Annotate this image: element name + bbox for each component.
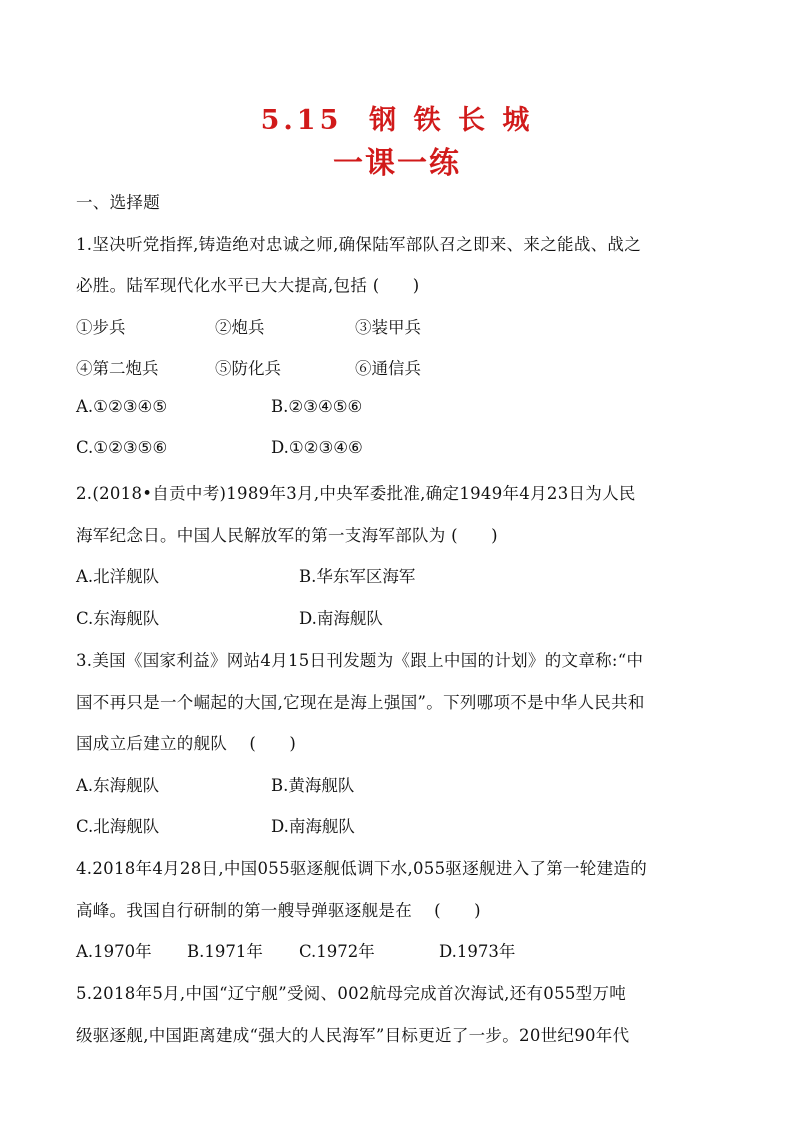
question-3-option-c: C.北海舰队: [76, 817, 160, 836]
page-title: 5.15 钢 铁 长 城: [260, 105, 534, 136]
question-1-option-c: C.①②③⑤⑥: [76, 438, 168, 457]
page-subtitle: 一课一练: [333, 146, 461, 181]
question-1-option-b: B.②③④⑤⑥: [271, 397, 363, 416]
question-4-option-c: C.1972年: [299, 942, 375, 961]
question-2-option-c: C.东海舰队: [76, 609, 160, 628]
question-4-option-a: A.1970年: [76, 942, 152, 961]
question-4-option-d: D.1973年: [439, 942, 516, 961]
question-3-line-3: 国成立后建立的舰队 ( ): [76, 734, 297, 753]
question-1-line-1: 1.坚决听党指挥,铸造绝对忠诚之师,确保陆军部队召之即来、来之能战、战之: [76, 235, 642, 254]
question-1-option-a: A.①②③④⑤: [76, 397, 168, 416]
question-1-item: ①步兵: [76, 318, 126, 337]
question-1-item: ②炮兵: [215, 318, 265, 337]
question-1-item: ⑤防化兵: [215, 359, 281, 378]
question-1-item: ④第二炮兵: [76, 359, 159, 378]
question-3-option-b: B.黄海舰队: [271, 776, 355, 795]
question-1-item: ⑥通信兵: [355, 359, 421, 378]
question-4-line-2: 高峰。我国自行研制的第一艘导弹驱逐舰是在 ( ): [76, 901, 481, 920]
question-5-line-2: 级驱逐舰,中国距离建成“强大的人民海军”目标更近了一步。20世纪90年代: [76, 1026, 630, 1045]
question-3-line-1: 3.美国《国家利益》网站4月15日刊发题为《跟上中国的计划》的文章称:“中: [76, 651, 644, 670]
question-2-option-a: A.北洋舰队: [76, 567, 160, 586]
question-2-line-1: 2.(2018•自贡中考)1989年3月,中央军委批准,确定1949年4月23日为人民: [76, 484, 636, 503]
question-3-line-2: 国不再只是一个崛起的大国,它现在是海上强国”。下列哪项不是中华人民共和: [76, 693, 645, 712]
question-2-option-d: D.南海舰队: [299, 609, 383, 628]
question-4-line-1: 4.2018年4月28日,中国055驱逐舰低调下水,055驱逐舰进入了第一轮建造的: [76, 859, 648, 878]
question-1-line-2: 必胜。陆军现代化水平已大大提高,包括 ( ): [76, 276, 420, 295]
question-1-option-d: D.①②③④⑥: [271, 438, 363, 457]
question-5-line-1: 5.2018年5月,中国“辽宁舰”受阅、002航母完成首次海试,还有055型万吨: [76, 984, 627, 1003]
question-3-option-a: A.东海舰队: [76, 776, 160, 795]
question-3-option-d: D.南海舰队: [271, 817, 355, 836]
question-4-option-b: B.1971年: [187, 942, 263, 961]
question-2-option-b: B.华东军区海军: [299, 567, 416, 586]
section-heading: 一、选择题: [76, 193, 160, 212]
question-1-item: ③装甲兵: [355, 318, 421, 337]
question-2-line-2: 海军纪念日。中国人民解放军的第一支海军部队为 ( ): [76, 526, 498, 545]
